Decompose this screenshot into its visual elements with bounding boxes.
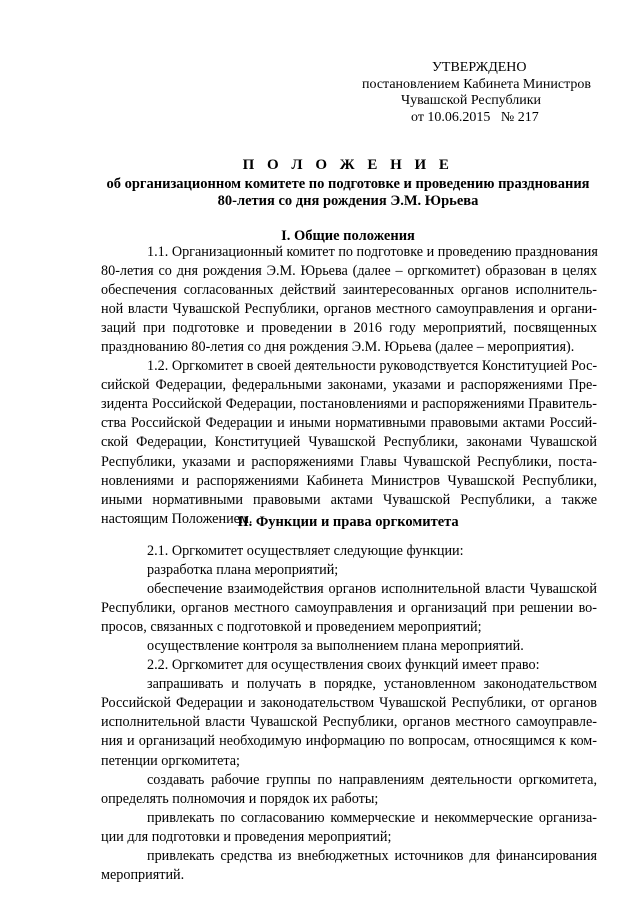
section-body-general (101, 243, 597, 529)
text-line: ния и организаций необходимую информацию по вопросам, относящимся к ком- (101, 733, 597, 750)
approval-line: от 10.06.2015 № 217 (411, 109, 539, 125)
text-line: ской Федерации, Конституцией Чувашской Республики, законами Чувашской (101, 434, 597, 451)
approval-heading: УТВЕРЖДЕНО (432, 60, 527, 75)
text-line: заций при подготовке и проведении в 2016 году мероприятий, посвященных (101, 320, 597, 337)
text-line: 1.1. Организационный комитет по подготовке и проведению празднования (147, 244, 598, 260)
approval-line: Чувашской Республики (401, 93, 542, 108)
text-line: новлениями и распоряжениями Кабинета Министров Чувашской Республики, (101, 472, 597, 489)
text-line: Республики, органов местного самоуправления и организаций при решении во- (101, 600, 597, 617)
approval-stamp (362, 60, 622, 126)
text-line: создавать рабочие группы по направлениям деятельности оргкомитета, (147, 771, 597, 788)
text-line: 2.1. Оргкомитет осуществляет следующие функции: (147, 543, 464, 559)
text-line: ной власти Чувашской Республики, органов местного самоуправления и органи- (101, 301, 597, 318)
text-line: ства Российской Федерации и иными нормативными правовыми актами Россий- (101, 415, 597, 432)
text-line: ции для подготовки и проведения мероприятий; (101, 828, 392, 845)
approval-line: постановлением Кабинета Министров (362, 76, 591, 92)
text-line: обеспечения согласованных действий заинтересованных органов исполнитель- (101, 282, 597, 299)
text-line: иными нормативными правовыми актами Чувашской Республики, а также (101, 491, 597, 508)
text-line: определять полномочия и порядок их работы; (101, 790, 379, 807)
document-title: П О Л О Ж Е Н И Е (242, 157, 454, 173)
text-line: Российской Федерации и законодательством Чувашской Республики, от органов (101, 695, 597, 712)
text-line: празднованию 80-летия со дня рождения Э.М. Юрьева (далее – мероприятия). (101, 339, 575, 356)
text-line: зидента Российской Федерации, постановлениями и распоряжениями Правитель- (101, 396, 597, 413)
document-subtitle (100, 176, 596, 210)
section-heading-functions: II. Функции и права оргкомитета (237, 514, 459, 530)
subtitle-line: об организационном комитете по подготовке и проведению празднования (106, 176, 590, 192)
text-line: исполнительной власти Чувашской Республики, органов местного самоуправле- (101, 714, 597, 731)
text-line: 1.2. Оргкомитет в своей деятельности руководствуется Конституцией Рос- (147, 358, 598, 375)
text-line: Республики, указами и распоряжениями Главы Чувашской Республики, поста- (101, 453, 597, 470)
section-body-functions (101, 542, 597, 885)
text-line: 2.2. Оргкомитет для осуществления своих функций имеет право: (147, 657, 540, 674)
text-line: сийской Федерации, федеральными законами, указами и распоряжениями Пре- (101, 377, 597, 394)
subtitle-line: 80-летия со дня рождения Э.М. Юрьева (217, 193, 479, 209)
text-line: запрашивать и получать в порядке, установленном законодательством (147, 676, 597, 693)
text-line: мероприятий. (101, 866, 185, 883)
text-line: привлекать средства из внебюджетных источников для финансирования (147, 847, 597, 864)
section-heading-general: I. Общие положения (281, 228, 415, 244)
text-line: 80-летия со дня рождения Э.М. Юрьева (далее – оргкомитет) образован в целях (101, 263, 597, 280)
text-line: настоящим Положением. (101, 510, 253, 527)
text-line: привлекать по согласованию коммерческие и некоммерческие организа- (147, 809, 597, 826)
text-line: осуществление контроля за выполнением плана мероприятий. (147, 638, 524, 655)
text-line: петенции оргкомитета; (101, 752, 240, 769)
text-line: разработка плана мероприятий; (147, 562, 339, 579)
text-line: обеспечение взаимодействия органов исполнительной власти Чувашской (147, 581, 597, 598)
text-line: просов, связанных с подготовкой и проведением мероприятий; (101, 619, 482, 636)
